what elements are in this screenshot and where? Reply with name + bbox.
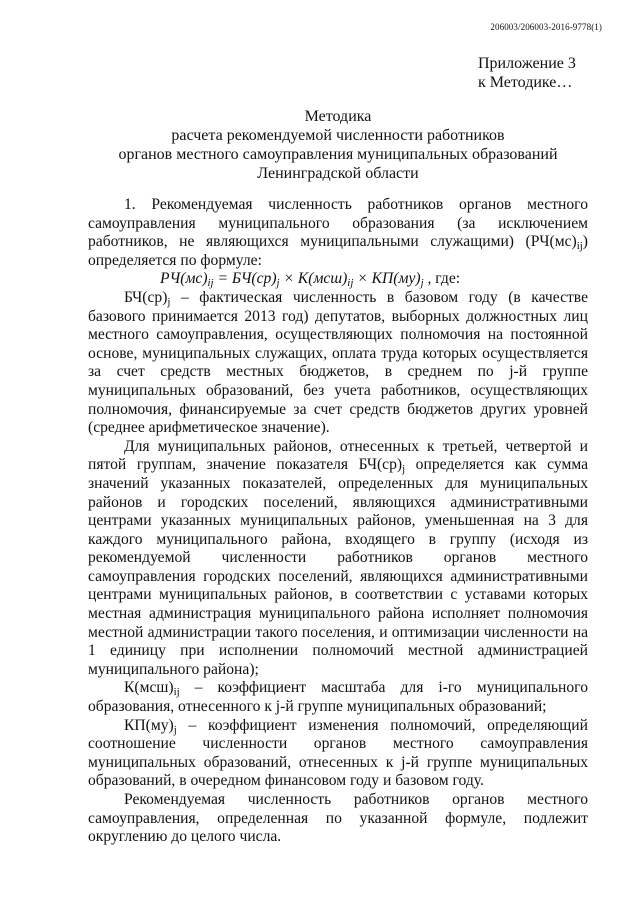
formula-sub-j-2: j <box>420 277 424 290</box>
paragraph-2 <box>88 289 588 438</box>
paragraph-6: Рекомендуемая численность работников органов местного самоуправления, определенная по указанной формуле, подлежит округлению до целого числа. <box>88 791 588 846</box>
formula <box>88 270 588 289</box>
formula-bch: = БЧ(ср) <box>213 270 277 288</box>
paragraph-4 <box>88 679 588 716</box>
formula-tail: , где: <box>423 270 461 288</box>
p3-text-b: определяется как сумма значений указанных показателей, определенных для муниципальных районов и городских поселений, являющихся административными центрами указанных муниципальных районов, уменьшенная на 3 для каждого муниципального района, входящего в группу (исходя из рекомендуемой численности работников органов местного самоуправления городских поселений, являющихся административными центрами муниципальных районов, в соответствии с уставами которых местная администрация муниципального района исполняет полномочия местной администрации такого поселения, и оптимизации численности на 1 единицу при исполнении полномочий местной администрацией муниципального района); <box>88 456 588 678</box>
paragraph-5 <box>88 717 588 791</box>
formula-kp: × КП(му) <box>353 270 421 288</box>
p4-subscript: ij <box>173 686 180 699</box>
p4-text: – коэффициент масштаба для i-го муниципального образования, отнесенного к j-й группе муниципальных образований; <box>88 679 588 716</box>
title-line-3: органов местного самоуправления муниципальных образований <box>118 146 558 163</box>
document-title <box>88 107 588 183</box>
p2-text: – фактическая численность в базовом году (в качестве базового принимается 2013 год) депутатов, выборных должностных лиц местного самоуправления, осуществляющих полномочия на постоянной основе, муниципальных служащих, оплата труда которых осуществляется за счет средств местных бюджетов, в среднем по j-й группе муниципальных образований, без учета работников, осуществляющих полномочия, финансируемые за счет средств бюджетов других уровней (среднее арифметическое значение). <box>88 288 588 437</box>
title-line-1: Методика <box>304 108 372 125</box>
p3-text-a: Для муниципальных районов, отнесенных к третьей, четвертой и пятой группам, значение показателя БЧ(ср) <box>88 437 588 474</box>
p5-subscript: j <box>173 723 177 736</box>
document-id: 206003/206003-2016-9778(1) <box>490 22 602 32</box>
appendix-line-2: к Методике… <box>478 74 573 91</box>
title-line-4: Ленинградской области <box>257 165 419 182</box>
document-body <box>88 196 588 847</box>
formula-sub-ij-2: ij <box>347 277 354 290</box>
p1-text: 1. Рекомендуемая численность работников органов местного самоуправления муниципального образования (за исключением работников, не являющихся муниципальными служащими) (РЧ(мс) <box>88 196 588 251</box>
appendix-line-1: Приложение 3 <box>478 55 576 72</box>
p2-head: БЧ(ср) <box>124 288 168 306</box>
paragraph-1 <box>88 196 588 270</box>
appendix-reference <box>478 54 576 92</box>
paragraph-3 <box>88 438 588 680</box>
title-line-2: расчета рекомендуемой численности работников <box>171 127 505 144</box>
p5-head: КП(му) <box>124 716 174 734</box>
formula-sub-j: j <box>276 277 280 290</box>
p1-subscript: ij <box>576 240 583 253</box>
formula-sub-ij: ij <box>207 277 214 290</box>
p4-head: К(мсш) <box>124 679 174 697</box>
p2-subscript: j <box>167 295 171 308</box>
p1-tail: ) определяется по формуле: <box>88 233 588 269</box>
formula-rch: РЧ(мс) <box>160 270 208 288</box>
p5-text: – коэффициент изменения полномочий, определяющий соотношение численности органов местного самоуправления муниципальных образований, отнесенных к j-й группе муниципальных образований, в очередном финансовом году и базовом году. <box>88 716 588 790</box>
p3-subscript: j <box>402 463 406 476</box>
formula-k: × К(мсш) <box>279 270 348 288</box>
